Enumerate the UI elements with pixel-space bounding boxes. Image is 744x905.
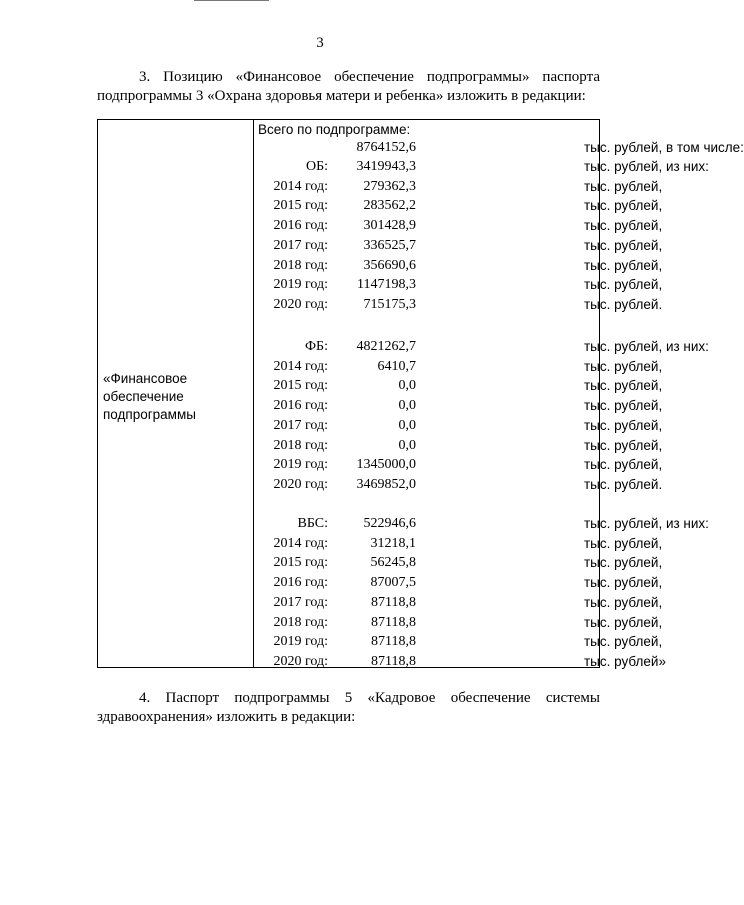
section-value: 3419943,3 (356, 159, 416, 174)
year-value: 56245,8 (370, 555, 416, 571)
year-label: 2018 год: (273, 614, 328, 630)
section-unit: тыс. рублей, из них: (584, 159, 709, 174)
section-label: ФБ: (305, 339, 328, 354)
year-row (254, 475, 663, 494)
total-row (254, 138, 744, 157)
section-unit: тыс. рублей, из них: (584, 339, 709, 354)
year-label: 2020 год: (273, 476, 328, 492)
year-value: 6410,7 (377, 358, 416, 374)
year-label: 2017 год: (273, 237, 328, 253)
year-value: 87118,8 (371, 594, 416, 610)
year-unit: тыс. рублей, (584, 594, 663, 610)
year-unit: тыс. рублей, (584, 535, 663, 551)
year-unit: тыс. рублей, (584, 257, 663, 273)
year-unit: тыс. рублей» (584, 653, 666, 669)
section-label: ВБС: (297, 516, 328, 531)
year-row (254, 534, 663, 553)
year-label: 2017 год: (273, 594, 328, 610)
year-row (254, 436, 663, 455)
year-row (254, 396, 663, 415)
year-unit: тыс. рублей, (584, 417, 663, 433)
year-row (254, 652, 666, 671)
year-label: 2020 год: (273, 653, 328, 669)
year-row (254, 357, 663, 376)
year-label: 2016 год: (273, 398, 328, 414)
year-value: 87118,8 (371, 634, 416, 650)
total-label: Всего по подпрограмме: (258, 122, 411, 137)
financing-table (97, 119, 744, 669)
year-row (254, 632, 663, 651)
year-unit: тыс. рублей. (584, 296, 663, 312)
year-unit: тыс. рублей, (584, 398, 663, 414)
section-unit: тыс. рублей, из них: (584, 516, 709, 531)
year-unit: тыс. рублей, (584, 237, 663, 253)
year-unit: тыс. рублей. (584, 476, 663, 492)
section-value: 4821262,7 (356, 339, 416, 354)
year-value: 356690,6 (363, 257, 416, 273)
year-row (254, 177, 663, 196)
year-value: 283562,2 (363, 198, 416, 214)
year-label: 2019 год: (273, 634, 328, 650)
paragraph-3 (97, 68, 600, 106)
year-value: 715175,3 (363, 296, 416, 312)
section-head-row (254, 514, 709, 533)
total-value: 8764152,6 (356, 140, 416, 155)
section-value: 522946,6 (363, 516, 416, 531)
row-label-line-3: подпрограммы (103, 407, 196, 422)
year-value: 0,0 (398, 437, 416, 453)
year-unit: тыс. рублей, (584, 378, 663, 394)
year-label: 2014 год: (273, 178, 328, 194)
year-label: 2015 год: (273, 378, 328, 394)
year-value: 1345000,0 (356, 457, 416, 473)
year-unit: тыс. рублей, (584, 614, 663, 630)
year-value: 31218,1 (370, 535, 416, 551)
year-unit: тыс. рублей, (584, 178, 663, 194)
year-value: 1147198,3 (357, 277, 416, 293)
year-value: 0,0 (398, 417, 416, 433)
year-unit: тыс. рублей, (584, 575, 663, 591)
year-row (254, 613, 663, 632)
year-row (254, 416, 663, 435)
paragraph-3-line-2: подпрограммы 3 «Охрана здоровья матери и ребенка» изложить в редакции: (97, 88, 586, 104)
paragraph-3-line-1: 3. Позицию «Финансовое обеспечение подпрограммы» паспорта (139, 69, 600, 85)
year-label: 2016 год: (273, 575, 328, 591)
year-unit: тыс. рублей, (584, 277, 663, 293)
year-value: 3469852,0 (356, 476, 416, 492)
year-row (254, 216, 663, 235)
year-label: 2014 год: (273, 535, 328, 551)
year-row (254, 295, 663, 314)
year-row (254, 236, 663, 255)
section-head-row (254, 157, 709, 176)
year-label: 2019 год: (273, 457, 328, 473)
year-row (254, 455, 663, 474)
header-rule (194, 0, 269, 1)
row-label-cell (103, 370, 196, 424)
paragraph-4-line-1: 4. Паспорт подпрограммы 5 «Кадровое обеспечение системы (139, 690, 600, 706)
year-label: 2016 год: (273, 218, 328, 234)
year-value: 0,0 (398, 378, 416, 394)
year-label: 2018 год: (273, 437, 328, 453)
year-label: 2019 год: (273, 277, 328, 293)
year-value: 87007,5 (370, 575, 416, 591)
year-value: 87118,8 (371, 653, 416, 669)
year-label: 2018 год: (273, 257, 328, 273)
year-label: 2015 год: (273, 555, 328, 571)
total-unit: тыс. рублей, в том числе: (584, 140, 744, 155)
year-value: 336525,7 (363, 237, 416, 253)
year-label: 2014 год: (273, 358, 328, 374)
year-row (254, 593, 663, 612)
year-unit: тыс. рублей, (584, 634, 663, 650)
year-row (254, 275, 663, 294)
year-unit: тыс. рублей, (584, 218, 663, 234)
section-label: ОБ: (305, 159, 328, 174)
section-head-row (254, 337, 709, 356)
year-unit: тыс. рублей, (584, 457, 663, 473)
year-label: 2017 год: (273, 417, 328, 433)
year-label: 2015 год: (273, 198, 328, 214)
paragraph-4-line-2: здравоохранения» изложить в редакции: (97, 709, 356, 725)
financing-values-cell (254, 120, 744, 669)
year-row (254, 376, 663, 395)
row-label-line-1: «Финансовое (103, 371, 188, 386)
year-row (254, 256, 663, 275)
year-unit: тыс. рублей, (584, 358, 663, 374)
year-value: 87118,8 (371, 614, 416, 630)
year-unit: тыс. рублей, (584, 555, 663, 571)
year-row (254, 573, 663, 592)
year-unit: тыс. рублей, (584, 198, 663, 214)
year-unit: тыс. рублей, (584, 437, 663, 453)
year-value: 301428,9 (363, 218, 416, 234)
row-label-line-2: обеспечение (103, 389, 184, 404)
year-label: 2020 год: (273, 296, 328, 312)
year-row (254, 553, 663, 572)
year-row (254, 196, 663, 215)
paragraph-4 (97, 689, 600, 727)
year-value: 279362,3 (363, 178, 416, 194)
page-number: 3 (316, 35, 324, 51)
year-value: 0,0 (398, 398, 416, 414)
